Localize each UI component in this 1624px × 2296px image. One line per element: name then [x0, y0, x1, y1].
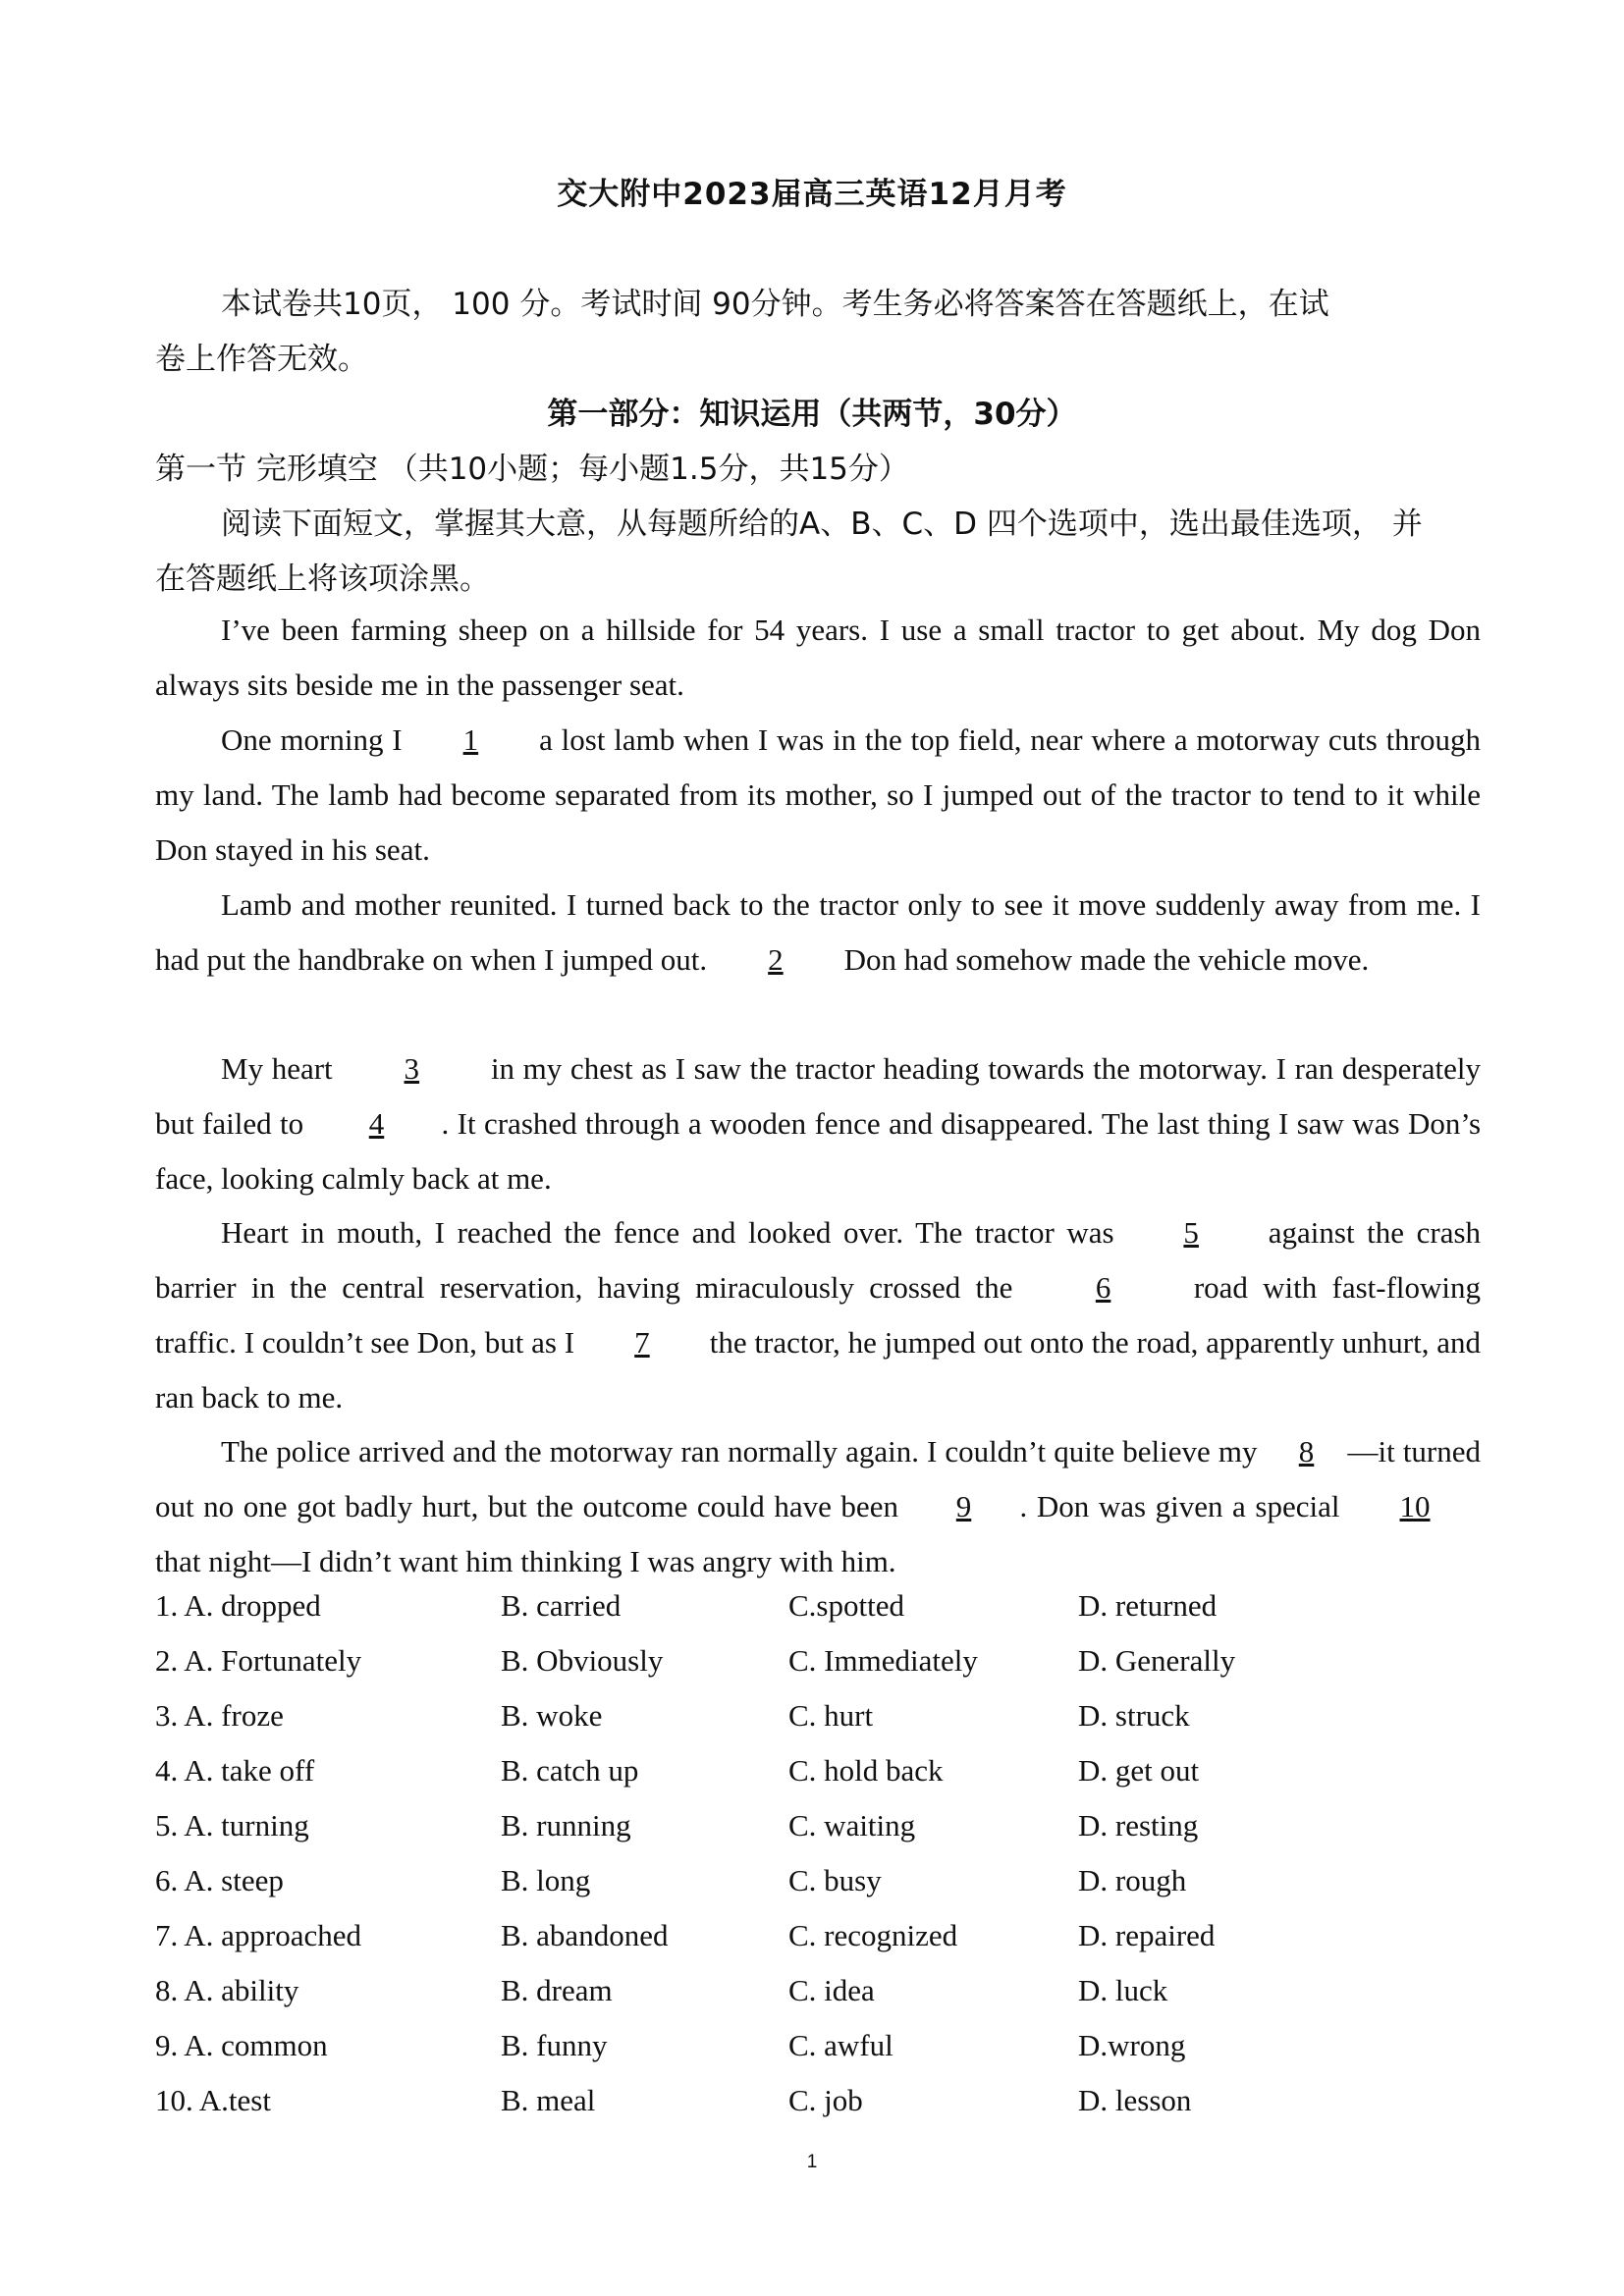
passage-paragraph-5: Heart in mouth, I reached the fence and looked over. The tractor was 5 against the crash barrier in the central reservation, having miraculously crossed the 6 road with fast-flowing traffic. I couldn’t see Don, but as I 7 the tractor, he jumped out onto the road, apparently unhurt, and ran back to me. — [155, 1205, 1481, 1425]
option-d: D.wrong — [1078, 2028, 1186, 2062]
option-a: 6. A. steep — [155, 1863, 284, 1897]
option-c: C. hurt — [788, 1698, 874, 1733]
option-a: 10. A.test — [155, 2083, 271, 2117]
passage-paragraph-2: One morning I 1 a lost lamb when I was in the top field, near where a motorway cuts through my land. The lamb had become separated from its mother, so I jumped out of the tractor to tend to it while Don stayed in his seat. — [155, 713, 1481, 878]
option-b: B. dream — [501, 1973, 613, 2007]
option-b: B. abandoned — [501, 1918, 669, 1952]
option-a: 8. A. ability — [155, 1973, 299, 2007]
option-a: 3. A. froze — [155, 1698, 284, 1733]
blank-3: 3 — [404, 1051, 420, 1086]
option-c: C. idea — [788, 1973, 875, 2007]
page-number: 1 — [806, 2152, 818, 2172]
blank-1: 1 — [462, 722, 479, 757]
instructions-line-1: 阅读下面短文，掌握其大意，从每题所给的A、B、C、D 四个选项中，选出最佳选项， 并 — [221, 507, 1423, 542]
blank-6: 6 — [1095, 1270, 1111, 1305]
intro-line-2: 卷上作答无效。 — [155, 342, 368, 377]
option-d: D. returned — [1078, 1588, 1218, 1623]
option-b: B. woke — [501, 1698, 603, 1733]
passage-paragraph-6: The police arrived and the motorway ran normally again. I couldn’t quite believe my 8 —it turned out no one got badly hurt, but the outcome could have been 9 . Don was given a special 10 that night—I didn’t want him thinking I was angry with him. — [155, 1424, 1481, 1589]
passage-paragraph-3: Lamb and mother reunited. I turned back to the tractor only to see it move suddenly away from me. I had put the handbrake on when I jumped out. 2 Don had somehow made the vehicle move. — [155, 878, 1481, 988]
section-one-heading: 第一节 完形填空 （共10小题；每小题1.5分，共15分） — [155, 452, 909, 487]
option-a: 1. A. dropped — [155, 1588, 321, 1623]
option-a: 4. A. take off — [155, 1753, 315, 1788]
option-b: B. running — [501, 1808, 631, 1842]
option-d: D. resting — [1078, 1808, 1199, 1842]
blank-2: 2 — [768, 942, 784, 977]
option-b: B. funny — [501, 2028, 608, 2062]
option-b: B. Obviously — [501, 1643, 664, 1678]
blank-8: 8 — [1298, 1434, 1315, 1468]
intro-line-1: 本试卷共10页， 100 分。考试时间 90分钟。考生务必将答案答在答题纸上，在试 — [221, 287, 1329, 322]
option-c: C. job — [788, 2083, 863, 2117]
option-c: C. Immediately — [788, 1643, 978, 1678]
option-d: D. Generally — [1078, 1643, 1236, 1678]
option-a: 2. A. Fortunately — [155, 1643, 362, 1678]
option-b: B. carried — [501, 1588, 622, 1623]
blank-5: 5 — [1183, 1215, 1199, 1250]
blank-7: 7 — [634, 1325, 650, 1360]
option-b: B. meal — [501, 2083, 596, 2117]
option-d: D. repaired — [1078, 1918, 1216, 1952]
option-c: C. hold back — [788, 1753, 944, 1788]
option-c: C. busy — [788, 1863, 882, 1897]
instructions-line-2: 在答题纸上将该项涂黑。 — [155, 561, 490, 597]
option-c: C. awful — [788, 2028, 893, 2062]
passage-paragraph-4: My heart 3 in my chest as I saw the tractor heading towards the motorway. I ran desperately but failed to 4 . It crashed through a wooden fence and disappeared. The last thing I saw was Don’s face, looking calmly back at me. — [155, 1041, 1481, 1206]
option-a: 5. A. turning — [155, 1808, 309, 1842]
option-d: D. struck — [1078, 1698, 1190, 1733]
part-one-heading: 第一部分：知识运用（共两节，30分） — [547, 397, 1077, 432]
option-a: 7. A. approached — [155, 1918, 362, 1952]
option-b: B. long — [501, 1863, 591, 1897]
option-c: C. waiting — [788, 1808, 916, 1842]
option-b: B. catch up — [501, 1753, 639, 1788]
option-c: C.spotted — [788, 1588, 904, 1623]
option-c: C. recognized — [788, 1918, 958, 1952]
option-d: D. rough — [1078, 1863, 1187, 1897]
passage-paragraph-1: I’ve been farming sheep on a hillside for 54 years. I use a small tractor to get about. My dog Don always sits beside me in the passenger seat. — [155, 613, 1481, 702]
option-d: D. lesson — [1078, 2083, 1192, 2117]
blank-4: 4 — [368, 1106, 385, 1141]
page-title: 交大附中2023届高三英语12月月考 — [557, 177, 1067, 212]
option-d: D. luck — [1078, 1973, 1168, 2007]
option-a: 9. A. common — [155, 2028, 328, 2062]
blank-9: 9 — [955, 1489, 972, 1523]
option-d: D. get out — [1078, 1753, 1200, 1788]
blank-10: 10 — [1399, 1489, 1431, 1523]
